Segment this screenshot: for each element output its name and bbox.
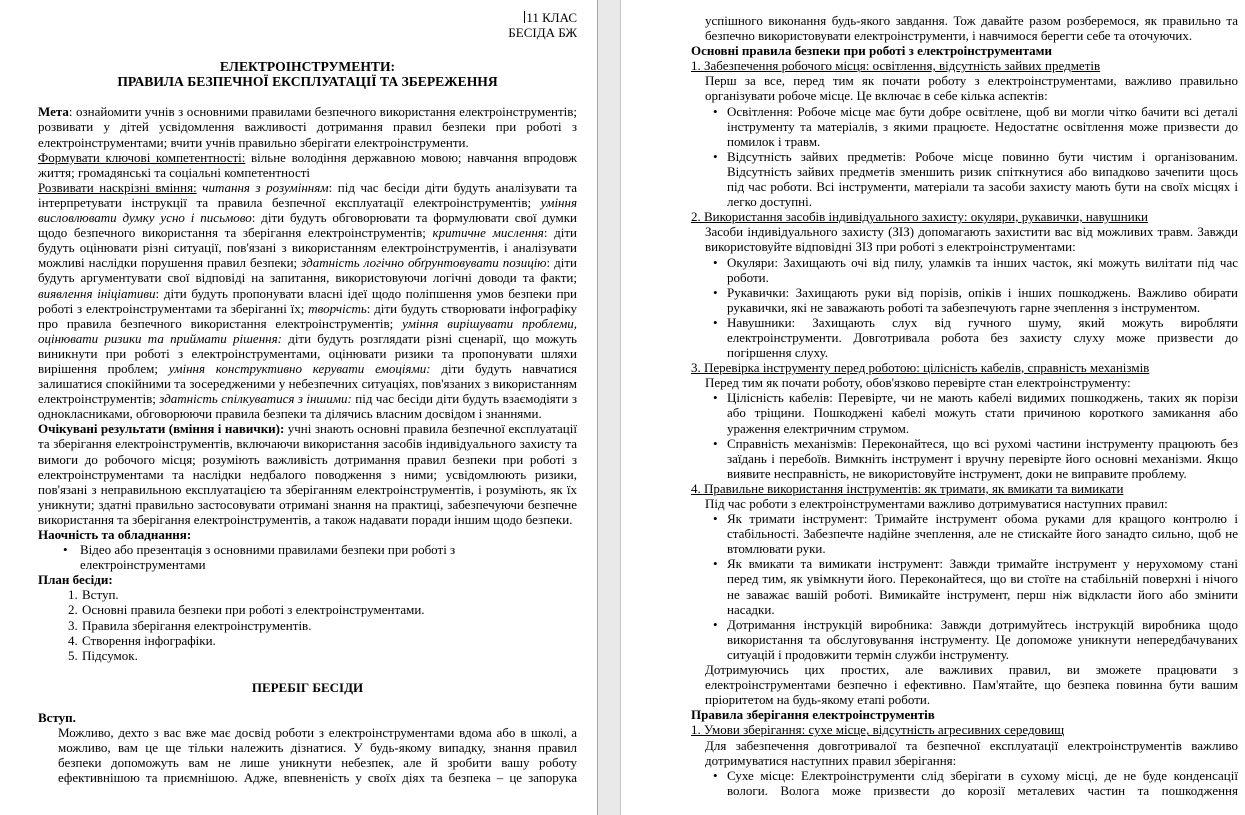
bullet-text [80, 542, 577, 572]
text-run: : діти будуть аргументувати свої відповіді на запитання, використовуючи логічні доводи та факти; [38, 255, 577, 286]
text-run: : ознайомити учнів з основними правилами безпечного використання електроінструментів; розвивати у дітей усвідомлення важливості дотримання правил безпеки при роботі з електроінструментами; вчити учнів правильно зберігати електроінструменти. [38, 104, 577, 150]
bullet-item [713, 315, 1238, 360]
bullet-item [713, 617, 1238, 662]
text-run: Для забезпечення довготривалої та безпечної експлуатації електроінструментів важливо дотримуватися наступних правил зберігання: [705, 737, 1238, 768]
numbered-heading-storage-1 [691, 722, 1238, 737]
header-line: БЕСІДА БЖ [508, 25, 577, 41]
text-run: 1. Умови зберігання: сухе місце, відсутність агресивних середовищ [691, 722, 1065, 738]
paragraph-conclusion-rules [691, 662, 1238, 707]
bullet-text [727, 104, 1238, 149]
text-run: План бесіди: [38, 572, 113, 588]
bullet-text [727, 255, 1238, 285]
text-run: Відсутність зайвих предметів: Робоче місце повинно бути чистим і організованим. Відсутність зайвих предметів зменшить ризик спіткнутися або випадково зачепити щось під час роботи. Всі інструменти, матеріали та засоби захисту мають бути на своїх місцях і легко доступні. [727, 148, 1238, 210]
paragraph-intro-continued [691, 13, 1238, 43]
heading-storage-rules [691, 707, 1238, 722]
paragraph-usage [691, 496, 1238, 511]
numbered-item [68, 633, 577, 648]
numbered-item [68, 602, 577, 617]
text-run: 3. Перевірка інструменту перед роботою: цілісність кабелів, справність механізмів [691, 360, 1150, 376]
text-run: виявлення ініціативи [38, 285, 156, 301]
bullet-icon: • [713, 556, 718, 572]
text-run: Правила зберігання електроінструментів [691, 707, 935, 723]
paragraph-ppe [691, 224, 1238, 254]
heading-intro [38, 710, 577, 725]
page-2-content [621, 0, 1245, 798]
paragraph-results [38, 421, 577, 527]
bullet-list [38, 542, 577, 572]
bullet-list [691, 768, 1238, 798]
text-run: : діти будуть пропонувати власні ідеї щодо поліпшення умов безпеки при роботі з електроінструментами та зберіганні їх; [38, 285, 577, 316]
numbered-item [68, 648, 577, 663]
bullet-text [727, 556, 1238, 616]
text-run: : під час бесіди діти будуть аналізувати та інтерпретувати інструкції та правила безпечної експлуатації електроінструментів; [38, 179, 577, 210]
text-run: уміння вирішувати проблеми, оцінювати ризики та приймати рішення: [38, 315, 577, 346]
bullet-item [713, 390, 1238, 435]
heading-main-rules [691, 43, 1238, 58]
bullet-item [713, 104, 1238, 149]
text-run: діти будуть розглядати різні сценарії, що можуть виникнути при роботі з електроінструментами, оцінювати ризики та пропонувати шляхи вирішення проблем; [38, 330, 577, 376]
bullet-icon: • [713, 148, 718, 164]
page-header [38, 10, 577, 40]
text-run: критичне мислення [432, 225, 544, 241]
text-run: успішного виконання будь-якого завдання. Тож давайте разом розберемося, як правильно та безпечно використовувати електроінструменти, і навчимося берегти себе та оточуючих. [705, 13, 1238, 44]
text-run: Сухе місце: Електроінструменти слід зберігати в сухому місці, де не буде конденсації вологи. Волога може призвести до корозії металевих частин та пошкодження [727, 767, 1238, 798]
title-line: ЕЛЕКТРОІНСТРУМЕНТИ: [219, 59, 396, 75]
text-run: Наочність та обладнання: [38, 527, 192, 542]
text-run: здатність логічно обґрунтовувати позицію [301, 255, 547, 271]
bullet-text [727, 149, 1238, 209]
text-run: читання з розумінням [202, 179, 329, 195]
heading-plan [38, 572, 577, 587]
numbered-text: Створення інфографіки. [82, 632, 216, 648]
bullet-item [713, 285, 1238, 315]
text-run: Очікувані результати (вміння і навички): [38, 421, 285, 437]
paragraph-workplace [691, 73, 1238, 103]
numbered-heading-2 [691, 209, 1238, 224]
text-run: учні знають основні правила безпечної експлуатації та зберігання електроінструментів, включаючи використання засобів індивідуального захисту та вимоги до робочого місця; розуміють важливість дотримання правил безпеки при роботі з електроінструментами та наслідки недбалого поводження з ними; усвідомлюють ризики, пов'язані з неправильною експлуатацією та зберіганням електроінструментів, і розуміють, як їх уникнути; здатні правильно застосовувати отримані знання на практиці, забезпечуючи безпечне використання та зберігання електроінструментів, а також надавати поради іншим щодо безпеки. [38, 421, 577, 527]
paragraph-check [691, 375, 1238, 390]
bullet-icon: • [713, 390, 718, 406]
heading-equipment [38, 527, 577, 542]
text-run: Дотримуючись цих простих, але важливих правил, ви зможете працювати з електроінструментами безпечно і ефективно. Пам'ятайте, що безпека повинна бути вашим пріоритетом на будь-якому етапі роботи. [705, 662, 1238, 708]
text-run: Розвивати наскрізні вміння: [38, 179, 197, 195]
bullet-item [713, 436, 1238, 481]
bullet-item [713, 511, 1238, 556]
numbered-item [68, 587, 577, 602]
text-run: Дотримання інструкцій виробника: Завжди дотримуйтесь інструкцій виробника щодо використання та обслуговування інструменту. Це допоможе уникнути непередбачуваних ситуацій і продовжити термін служби інструменту. [727, 616, 1238, 662]
text-run: Вступ. [38, 709, 76, 725]
text-run: Справність механізмів: Переконайтеся, що всі рухомі частини інструменту працюють без заїдань і перебоїв. Вимкніть інструмент і вручну перевірте його основні механізми. Якщо виявите несправність, не використовуйте інструмент, доки не виправите проблему. [727, 435, 1238, 481]
numbered-heading-4 [691, 481, 1238, 496]
page-1-content [0, 0, 597, 785]
text-run: 2. Використання засобів індивідуального захисту: окуляри, рукавички, навушники [691, 209, 1148, 225]
paragraph-skills [38, 180, 577, 422]
text-run: Окуляри: Захищають очі від пилу, уламків та інших часток, які можуть вилітати під час роботи. [727, 254, 1238, 285]
list-number: 1. [68, 587, 78, 603]
bullet-item [713, 556, 1238, 616]
text-run: 1. Забезпечення робочого місця: освітлення, відсутність зайвих предметів [691, 58, 1101, 74]
text-run: Цілісність кабелів: Перевірте, чи не мають кабелі видимих пошкоджень, таких як порізи або тріщини. Пошкоджені кабелі можуть стати причиною короткого замикання або ураження електричним струмом. [727, 390, 1238, 436]
bullet-icon: • [713, 511, 718, 527]
bullet-text [727, 511, 1238, 556]
section-title: ПЕРЕБІГ БЕСІДИ [251, 679, 364, 695]
numbered-text: Основні правила безпеки при роботі з електроінструментами. [82, 602, 425, 618]
numbered-text: Підсумок. [82, 647, 138, 663]
text-run: : діти будуть оцінювати різні ситуації, пов'язані з використанням електроінструментів, і аналізувати можливі наслідки порушення правил безпеки; [38, 225, 577, 271]
page-1[interactable] [0, 0, 597, 815]
page-gap [597, 0, 621, 815]
bullet-list [691, 390, 1238, 481]
text-run: Відео або презентація з основними правилами безпеки при роботі з електроінструментами [80, 542, 456, 573]
bullet-list [691, 511, 1238, 662]
text-run: здатність спілкуватися з іншими: [159, 391, 352, 407]
list-number: 2. [68, 602, 78, 618]
bullet-list [691, 104, 1238, 210]
bullet-icon: • [713, 103, 718, 119]
text-run: Як тримати інструмент: Тримайте інструмент обома руками для кращого контролю і стабільності. Забезпечте надійне зчеплення, але не стискайте його занадто сильно, щоб не втомлювати руки. [727, 511, 1238, 557]
bullet-icon: • [63, 542, 68, 558]
text-run: вільне володіння державною мовою; навчання впродовж життя; громадянські та соціальні компетентності [38, 149, 577, 180]
numbered-list [38, 587, 577, 662]
text-run: : діти будуть обговорювати та формулювати свої думки щодо безпечного використання та зберігання електроінструментів; [38, 210, 577, 241]
bullet-item [713, 768, 1238, 798]
text-run: уміння конструктивно керувати емоціями: [168, 360, 431, 376]
bullet-item [63, 542, 577, 572]
bullet-text [727, 390, 1238, 435]
text-run: творчість [308, 300, 367, 316]
text-run: Формувати ключові компетентності: [38, 149, 246, 165]
list-number: 3. [68, 617, 78, 633]
text-run: під час бесіди діти будуть взаємодіяти з однокласниками, обговорюючи правила безпеки та ділячись власним досвідом і знаннями. [38, 391, 577, 422]
text-run: Засоби індивідуального захисту (ЗІЗ) допомагають захистити вас від можливих травм. Завжди використовуйте відповідні ЗІЗ при роботі з електроінструментами: [705, 224, 1238, 255]
bullet-icon: • [713, 435, 718, 451]
text-run: діти будуть навчатися залишатися спокійними та зосередженими у небезпечних ситуаціях, пов'язаних з використанням електроінструментів; [38, 360, 577, 407]
numbered-item [68, 618, 577, 633]
paragraph-competences [38, 150, 577, 180]
text-run: Як вмикати та вимикати інструмент: Завжди тримайте інструмент у нерухомому стані перед тим, як увімкнути його. Переконайтеся, що ви стоїте на стабільній поверхні і нічого не заважає вашій роботі. Вимикайте інструмент, перш ніж відкласти його або змінити насадки. [727, 556, 1238, 617]
numbered-heading-1 [691, 58, 1238, 73]
title-line: ПРАВИЛА БЕЗПЕЧНОЇ ЕКСПЛУАТАЦІЇ ТА ЗБЕРЕЖЕННЯ [117, 74, 498, 90]
bullet-text [727, 768, 1238, 798]
text-run: Можливо, дехто з вас вже має досвід роботи з електроінструментами вдома або в школі, а можливо, вам це ще тільки належить дізнатися. У будь-якому випадку, знання правил безпеки допоможуть вам не лише уникнути небезпек, але й зробити вашу роботу ефективнішою та приємнішою. Адже, впевненість у своїх діях та безпека – це запорука [58, 725, 577, 786]
document-title [38, 59, 577, 89]
header-line: 11 КЛАС [526, 10, 577, 25]
paragraph-storage [691, 738, 1238, 768]
text-run: Перш за все, перед тим як почати роботу з електроінструментами, важливо правильно організувати робоче місце. Це включає в себе кілька аспектів: [705, 73, 1238, 104]
list-number: 4. [68, 632, 78, 648]
text-run: : діти будуть створювати інфографіку про правила безпечного використання електроінструментів; [38, 300, 578, 331]
text-run: Мета [38, 104, 69, 120]
bullet-icon: • [713, 284, 718, 300]
text-run: Перед тим як почати роботу, обов'язково перевірте стан електроінструменту: [705, 375, 1131, 391]
text-run: Основні правила безпеки при роботі з електроінструментами [691, 43, 1052, 59]
paragraph-meta [38, 104, 577, 149]
text-run: Освітлення: Робоче місце має бути добре освітлене, щоб ви могли чітко бачити всі деталі інструменту та матеріалів, з якими працюєте. Недостатнє освітлення може призвести до помилок і травм. [727, 103, 1238, 149]
text-run: Під час роботи з електроінструментами важливо дотримуватися наступних правил: [705, 496, 1168, 511]
numbered-text: Правила зберігання електроінструментів. [82, 617, 312, 633]
bullet-item [713, 149, 1238, 209]
bullet-icon: • [713, 616, 718, 632]
text-run: Навушники: Захищають слух від гучного шуму, який можуть виробляти електроінструменти. Довготривала робота без захисту слуху може призвести до погіршення слуху. [727, 314, 1238, 361]
bullet-item [713, 255, 1238, 285]
bullet-text [727, 315, 1238, 360]
paragraph-intro [38, 725, 577, 785]
list-number: 5. [68, 647, 78, 663]
page-2[interactable] [621, 0, 1245, 815]
text-run: уміння висловлювати думку усно і письмово [38, 194, 577, 226]
text-cursor [524, 11, 525, 23]
bullet-text [727, 285, 1238, 315]
text-run: Рукавички: Захищають руки від порізів, опіків і інших пошкоджень. Важливо обирати рукавички, які не заважають роботі та забезпечують гарне зчеплення з інструментом. [727, 284, 1238, 315]
bullet-icon: • [713, 254, 718, 270]
text-run: 4. Правильне використання інструментів: як тримати, як вмикати та вимикати [691, 480, 1124, 496]
bullet-icon: • [713, 767, 718, 783]
bullet-list [691, 255, 1238, 361]
bullet-text [727, 617, 1238, 662]
bullet-icon: • [713, 314, 718, 330]
bullet-text [727, 436, 1238, 481]
numbered-text: Вступ. [82, 587, 119, 603]
numbered-heading-3 [691, 360, 1238, 375]
